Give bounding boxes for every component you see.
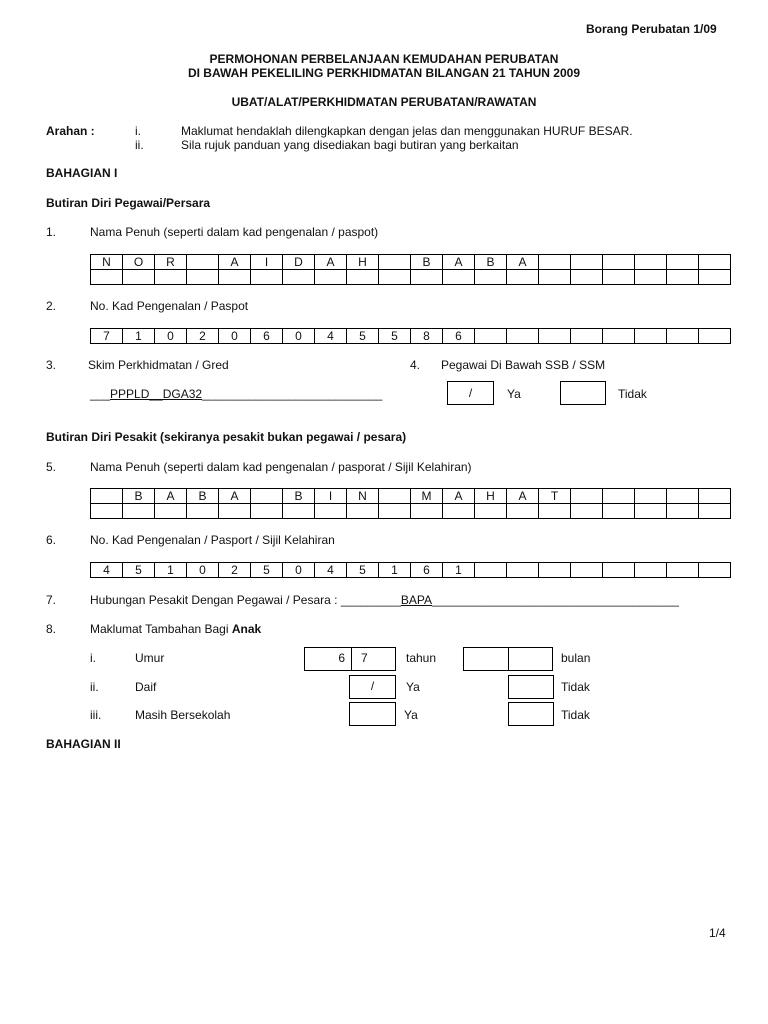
q2-label: No. Kad Pengenalan / Paspot	[90, 299, 249, 313]
q7-label: Hubungan Pesakit Dengan Pegawai / Pesara :	[90, 593, 338, 607]
q5-name-cell[interactable]	[123, 504, 155, 519]
q1-name-cell[interactable]	[187, 255, 219, 270]
q2-ic-cell[interactable]	[635, 329, 667, 344]
q8-label	[90, 622, 261, 636]
q1-name-cell[interactable]	[347, 270, 379, 285]
q5-name-cell[interactable]	[635, 504, 667, 519]
umur-number: i.	[90, 651, 96, 665]
q1-name-cell[interactable]: H	[347, 255, 379, 270]
q5-name-cell[interactable]	[283, 504, 315, 519]
q6-ic-cell[interactable]	[507, 563, 539, 578]
q1-name-cell[interactable]: A	[443, 255, 475, 270]
umur-tahun-digit-1[interactable]: 6	[304, 647, 352, 671]
arahan-label: Arahan :	[46, 124, 95, 138]
q1-name-cell[interactable]: A	[315, 255, 347, 270]
q1-name-cell[interactable]: O	[123, 255, 155, 270]
q1-name-cell[interactable]	[635, 255, 667, 270]
q5-name-cell[interactable]	[443, 504, 475, 519]
sekolah-label: Masih Bersekolah	[135, 708, 231, 722]
q5-name-cell[interactable]	[539, 504, 571, 519]
q1-name-cell[interactable]	[251, 270, 283, 285]
q1-name-cell[interactable]	[603, 270, 635, 285]
q1-name-cell[interactable]	[91, 270, 123, 285]
q6-ic-cell[interactable]	[667, 563, 699, 578]
q5-name-cell[interactable]: B	[123, 489, 155, 504]
q1-name-row	[91, 255, 731, 270]
section-heading-bahagian-1: BAHAGIAN I	[46, 166, 118, 180]
umur-bulan-label: bulan	[561, 651, 591, 665]
sekolah-ya-label: Ya	[404, 708, 418, 722]
q6-ic-row	[91, 563, 731, 578]
q5-name-cell[interactable]	[219, 504, 251, 519]
q1-name-cell[interactable]	[187, 270, 219, 285]
q5-name-cell[interactable]	[379, 489, 411, 504]
q2-ic-cell[interactable]: 8	[411, 329, 443, 344]
q7-value-trail: _____________________________________	[432, 593, 679, 607]
q2-ic-cell[interactable]	[475, 329, 507, 344]
q6-label: No. Kad Pengenalan / Pasport / Sijil Kelahiran	[90, 533, 335, 547]
q1-name-cell[interactable]: B	[475, 255, 507, 270]
daif-tidak-checkbox[interactable]	[508, 675, 554, 699]
q2-ic-cell[interactable]: 2	[187, 329, 219, 344]
q2-ic-row	[91, 329, 731, 344]
q5-name-cell[interactable]: A	[443, 489, 475, 504]
q1-name-cell[interactable]	[667, 270, 699, 285]
q4-tidak-checkbox[interactable]	[560, 381, 606, 405]
q6-ic-cell[interactable]: 1	[379, 563, 411, 578]
q5-name-cell[interactable]	[347, 504, 379, 519]
umur-label: Umur	[135, 651, 165, 665]
sekolah-tidak-checkbox[interactable]	[508, 702, 554, 726]
q1-name-cell[interactable]: D	[283, 255, 315, 270]
q4-tidak-label: Tidak	[618, 387, 647, 401]
q5-name-cell[interactable]	[411, 504, 443, 519]
q1-name-cell[interactable]	[123, 270, 155, 285]
q4-ya-checkbox[interactable]: /	[447, 381, 494, 405]
q7-value-lead: _________	[340, 593, 401, 607]
arahan-text-1: Maklumat hendaklah dilengkapkan dengan jelas dan menggunakan HURUF BESAR.	[181, 124, 633, 138]
title-line-2: DI BAWAH PEKELILING PERKHIDMATAN BILANGAN 21 TAHUN 2009	[187, 66, 581, 80]
q5-name-cell[interactable]	[603, 489, 635, 504]
q2-ic-cell[interactable]: 4	[315, 329, 347, 344]
q5-number: 5.	[46, 460, 57, 474]
q1-name-cell[interactable]	[699, 270, 731, 285]
q2-number: 2.	[46, 299, 57, 313]
q6-ic-cell[interactable]: 0	[283, 563, 315, 578]
q5-name-cell[interactable]	[155, 504, 187, 519]
q5-name-cell[interactable]	[667, 489, 699, 504]
q5-name-cell[interactable]: A	[219, 489, 251, 504]
q5-name-row	[91, 489, 731, 504]
q2-ic-cell[interactable]: 1	[123, 329, 155, 344]
q5-name-row	[91, 504, 731, 519]
q6-ic-cell[interactable]: 1	[155, 563, 187, 578]
q5-name-grid[interactable]	[90, 488, 731, 519]
q1-name-cell[interactable]	[219, 270, 251, 285]
q1-name-cell[interactable]	[443, 270, 475, 285]
q6-ic-cell[interactable]	[635, 563, 667, 578]
q5-name-cell[interactable]	[635, 489, 667, 504]
q6-ic-cell[interactable]: 6	[411, 563, 443, 578]
q5-name-cell[interactable]	[91, 489, 123, 504]
q5-name-cell[interactable]	[667, 504, 699, 519]
form-code: Borang Perubatan 1/09	[586, 22, 717, 36]
q1-name-cell[interactable]	[379, 255, 411, 270]
q1-name-cell[interactable]	[571, 270, 603, 285]
q5-name-cell[interactable]: M	[411, 489, 443, 504]
q2-ic-cell[interactable]	[603, 329, 635, 344]
q1-name-cell[interactable]: A	[507, 255, 539, 270]
q5-name-cell[interactable]: T	[539, 489, 571, 504]
q8-label-bold: Anak	[231, 622, 262, 636]
daif-tidak-label: Tidak	[561, 680, 590, 694]
q5-name-cell[interactable]: A	[155, 489, 187, 504]
q3-value-trail: ___________________________	[202, 387, 383, 401]
q2-ic-cell[interactable]: 7	[91, 329, 123, 344]
sekolah-ya-checkbox[interactable]	[349, 702, 396, 726]
q8-number: 8.	[46, 622, 57, 636]
q1-name-cell[interactable]: R	[155, 255, 187, 270]
q6-ic-cell[interactable]	[571, 563, 603, 578]
q5-name-cell[interactable]: B	[283, 489, 315, 504]
q5-name-cell[interactable]	[699, 504, 731, 519]
q6-ic-cell[interactable]	[539, 563, 571, 578]
daif-ya-label: Ya	[406, 680, 420, 694]
q5-name-cell[interactable]	[571, 504, 603, 519]
q6-ic-cell[interactable]: 0	[187, 563, 219, 578]
q1-name-cell[interactable]	[539, 255, 571, 270]
q2-ic-cell[interactable]	[507, 329, 539, 344]
q2-ic-cell[interactable]	[539, 329, 571, 344]
arahan-text-2: Sila rujuk panduan yang disediakan bagi butiran yang berkaitan	[181, 138, 519, 152]
q1-name-cell[interactable]	[667, 255, 699, 270]
q1-name-cell[interactable]	[699, 255, 731, 270]
q7-value: BAPA	[400, 593, 433, 607]
q6-ic-cell[interactable]: 4	[91, 563, 123, 578]
umur-bulan-digit-1[interactable]	[463, 647, 509, 671]
q5-name-cell[interactable]	[571, 489, 603, 504]
q1-name-cell[interactable]	[155, 270, 187, 285]
q2-ic-cell[interactable]: 0	[219, 329, 251, 344]
q6-ic-cell[interactable]	[603, 563, 635, 578]
q1-name-cell[interactable]	[571, 255, 603, 270]
q5-name-cell[interactable]	[379, 504, 411, 519]
q1-name-cell[interactable]	[379, 270, 411, 285]
q6-ic-cell[interactable]: 5	[123, 563, 155, 578]
arahan-num-2: ii.	[135, 138, 144, 152]
q5-name-cell[interactable]	[475, 504, 507, 519]
q1-name-grid[interactable]	[90, 254, 731, 285]
q6-number: 6.	[46, 533, 57, 547]
q1-name-cell[interactable]	[507, 270, 539, 285]
q8-label-text: Maklumat Tambahan Bagi	[90, 622, 229, 636]
section-heading-bahagian-2: BAHAGIAN II	[46, 737, 121, 751]
q6-ic-cell[interactable]: 1	[443, 563, 475, 578]
q5-name-cell[interactable]	[699, 489, 731, 504]
daif-number: ii.	[90, 680, 99, 694]
q6-ic-cell[interactable]: 5	[251, 563, 283, 578]
q2-ic-cell[interactable]: 0	[283, 329, 315, 344]
q3-value-lead: ___	[90, 387, 111, 401]
q1-name-cell[interactable]	[475, 270, 507, 285]
q1-name-cell[interactable]: I	[251, 255, 283, 270]
subheading-pegawai: Butiran Diri Pegawai/Persara	[46, 196, 211, 210]
q1-name-cell[interactable]: A	[219, 255, 251, 270]
page-number: 1/4	[709, 926, 726, 940]
umur-tahun-digit-2[interactable]: 7	[351, 647, 396, 671]
q5-label: Nama Penuh (seperti dalam kad pengenalan / pasporat / Sijil Kelahiran)	[90, 460, 472, 474]
q6-ic-grid[interactable]	[90, 562, 731, 578]
q2-ic-cell[interactable]	[699, 329, 731, 344]
q5-name-cell[interactable]: A	[507, 489, 539, 504]
q2-ic-cell[interactable]	[571, 329, 603, 344]
q2-ic-cell[interactable]: 0	[155, 329, 187, 344]
q2-ic-cell[interactable]: 5	[379, 329, 411, 344]
q4-number: 4.	[410, 358, 421, 372]
q2-ic-cell[interactable]: 6	[251, 329, 283, 344]
q2-ic-cell[interactable]: 5	[347, 329, 379, 344]
q1-name-row	[91, 270, 731, 285]
q7-row[interactable]	[90, 593, 679, 607]
q1-name-cell[interactable]	[283, 270, 315, 285]
q5-name-cell[interactable]: H	[475, 489, 507, 504]
q2-ic-cell[interactable]: 6	[443, 329, 475, 344]
q1-number: 1.	[46, 225, 57, 239]
q5-name-cell[interactable]: B	[187, 489, 219, 504]
arahan-num-1: i.	[135, 124, 141, 138]
title-line-3: UBAT/ALAT/PERKHIDMATAN PERUBATAN/RAWATAN	[231, 95, 537, 109]
sekolah-tidak-label: Tidak	[561, 708, 590, 722]
q1-name-cell[interactable]: B	[411, 255, 443, 270]
sekolah-number: iii.	[90, 708, 102, 722]
q6-ic-cell[interactable]: 4	[315, 563, 347, 578]
umur-tahun-label: tahun	[406, 651, 437, 665]
q3-value-line[interactable]	[90, 387, 382, 401]
q1-name-cell[interactable]	[411, 270, 443, 285]
q3-number: 3.	[46, 358, 57, 372]
q5-name-cell[interactable]: I	[315, 489, 347, 504]
umur-bulan-digit-2[interactable]	[508, 647, 553, 671]
q6-ic-cell[interactable]	[699, 563, 731, 578]
title-line-1: PERMOHONAN PERBELANJAAN KEMUDAHAN PERUBATAN	[209, 52, 559, 66]
q4-ya-label: Ya	[507, 387, 521, 401]
q1-name-cell[interactable]	[603, 255, 635, 270]
q1-name-cell[interactable]	[539, 270, 571, 285]
q1-label: Nama Penuh (seperti dalam kad pengenalan / paspot)	[90, 225, 379, 239]
subheading-pesakit: Butiran Diri Pesakit (sekiranya pesakit bukan pegawai / pesara)	[46, 430, 407, 444]
q5-name-cell[interactable]	[603, 504, 635, 519]
q1-name-cell[interactable]: N	[91, 255, 123, 270]
q6-ic-cell[interactable]	[475, 563, 507, 578]
q5-name-cell[interactable]	[507, 504, 539, 519]
q5-name-cell[interactable]	[251, 489, 283, 504]
q5-name-cell[interactable]	[187, 504, 219, 519]
q5-name-cell[interactable]	[91, 504, 123, 519]
q5-name-cell[interactable]	[251, 504, 283, 519]
q4-label: Pegawai Di Bawah SSB / SSM	[441, 358, 606, 372]
q1-name-cell[interactable]	[635, 270, 667, 285]
q2-ic-cell[interactable]	[667, 329, 699, 344]
daif-label: Daif	[135, 680, 157, 694]
q5-name-cell[interactable]: N	[347, 489, 379, 504]
q6-ic-cell[interactable]: 2	[219, 563, 251, 578]
daif-ya-checkbox[interactable]: /	[349, 675, 396, 699]
q1-name-cell[interactable]	[315, 270, 347, 285]
q3-value: PPPLD__DGA32	[110, 387, 203, 401]
q7-number: 7.	[46, 593, 57, 607]
q2-ic-grid[interactable]	[90, 328, 731, 344]
q5-name-cell[interactable]	[315, 504, 347, 519]
q3-label: Skim Perkhidmatan / Gred	[88, 358, 229, 372]
q6-ic-cell[interactable]: 5	[347, 563, 379, 578]
